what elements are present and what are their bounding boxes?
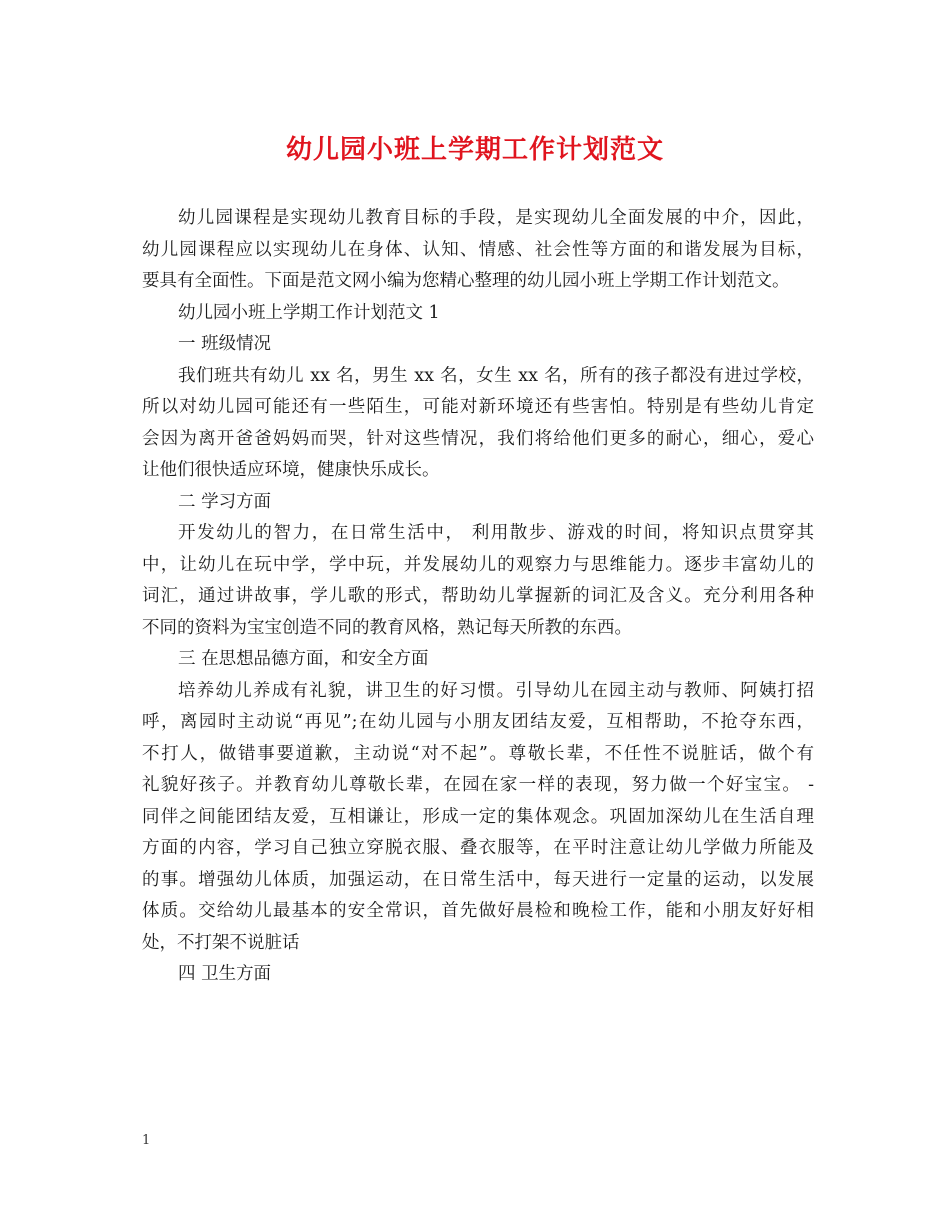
paragraph-line: 所以对幼儿园可能还有一些陌生，可能对新环境还有些害怕。特别是有些幼儿肯定 [142,397,814,417]
page-number: 1 [142,1133,151,1148]
paragraph-line: 呼，离园时主动说“再见”;在幼儿园与小朋友团结友爱，互相帮助，不抢夺东西， [142,712,814,732]
paragraph-line: 词汇，通过讲故事，学儿歌的形式，帮助幼儿掌握新的词汇及含义。充分利用各种 [142,586,814,606]
plan-subtitle: 幼儿园小班上学期工作计划范文 1 [178,302,440,323]
paragraph-line: 不同的资料为宝宝创造不同的教育风格，熟记每天所教的东西。 [142,617,632,638]
paragraph-line: 的事。增强幼儿体质，加强运动，在日常生活中，每天进行一定量的运动，以发展 [142,869,814,890]
paragraph-line: 中，让幼儿在玩中学，学中玩，并发展幼儿的观察力与思维能力。逐步丰富幼儿的 [142,554,814,575]
section-morality-safety [142,644,814,959]
document-title: 幼儿园小班上学期工作计划范文 [285,135,664,165]
paragraph-line: 会因为离开爸爸妈妈而哭，针对这些情况，我们将给他们更多的耐心，细心，爱心 [142,428,814,449]
paragraph-line: 让他们很快适应环境，健康快乐成长。 [142,460,440,480]
section-heading: 四 卫生方面 [178,964,272,984]
paragraph-line: 不打人，做错事要道歉，主动说“对不起”。尊敬长辈，不任性不说脏话，做个有 [142,743,814,764]
paragraph-line: 要具有全面性。下面是范文网小编为您精心整理的幼儿园小班上学期工作计划范文。 [142,271,790,291]
paragraph-line: 同伴之间能团结友爱，互相谦让，形成一定的集体观念。巩固加深幼儿在生活自理 [142,806,814,827]
section-class-situation [142,329,814,487]
section-heading: 二 学习方面 [178,491,272,512]
paragraph-line: 处，不打架不说脏话 [142,932,300,953]
paragraph-line: 我们班共有幼儿 xx 名，男生 xx 名，女生 xx 名，所有的孩子都没有进过学校， [178,365,814,386]
section-learning [142,487,814,645]
paragraph-line: 开发幼儿的智力，在日常生活中， 利用散步、游戏的时间，将知识点贯穿其 [178,523,814,543]
paragraph-line: 幼儿园课程应以实现幼儿在身体、认知、情感、社会性等方面的和谐发展为目标， [142,239,814,260]
section-hygiene [142,959,814,991]
paragraph-line: 体质。交给幼儿最基本的安全常识，首先做好晨检和晚检工作，能和小朋友好好相 [142,901,814,921]
section-heading: 一 班级情况 [178,334,272,354]
document-body [142,203,814,991]
section-heading: 三 在思想品德方面，和安全方面 [178,649,429,669]
paragraph-line: 培养幼儿养成有礼貌，讲卫生的好习惯。引导幼儿在园主动与教师、阿姨打招 [178,680,814,701]
paragraph-line: 礼貌好孩子。并教育幼儿尊敬长辈，在园在家一样的表现，努力做一个好宝宝。 - [142,775,814,795]
intro-paragraph [142,203,814,298]
paragraph-line: 幼儿园课程是实现幼儿教育目标的手段，是实现幼儿全面发展的中介，因此， [178,208,814,228]
paragraph-line: 方面的内容，学习自己独立穿脱衣服、叠衣服等，在平时注意让幼儿学做力所能及 [142,838,814,858]
